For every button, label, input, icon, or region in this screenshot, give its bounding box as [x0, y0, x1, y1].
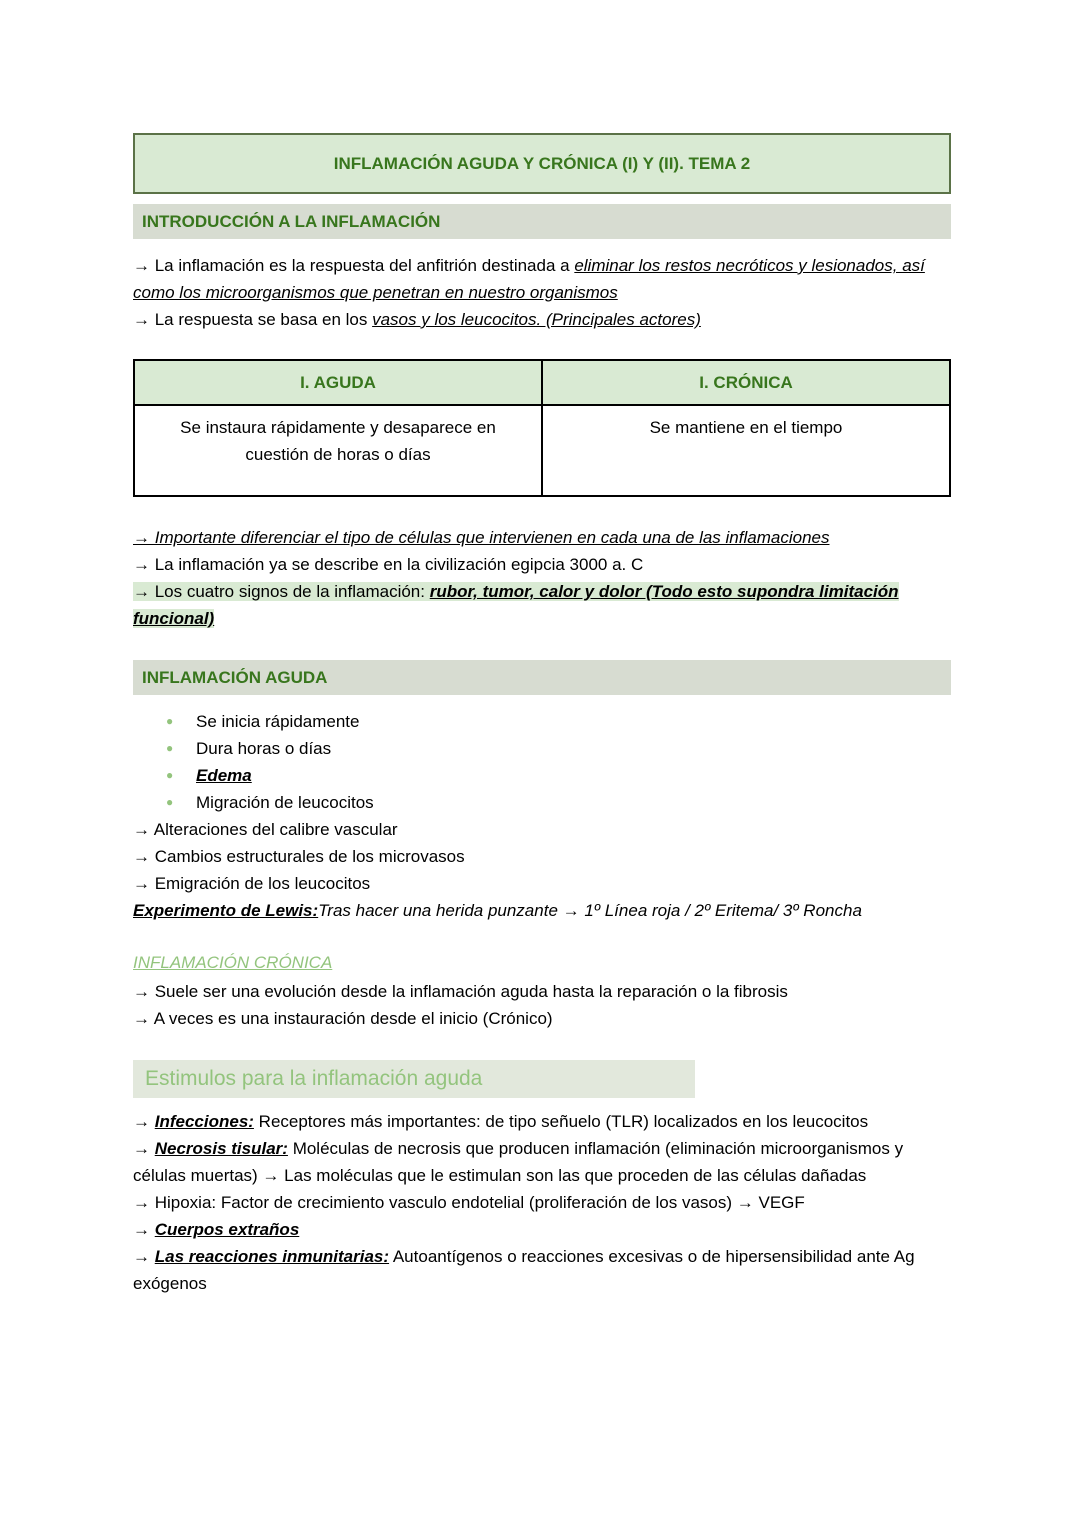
infecciones-label: Infecciones:	[154, 1112, 254, 1131]
diff-line-egipcia: → La inflamación ya se describe en la civilización egipcia 3000 a. C	[133, 555, 644, 574]
cronica-line-2: → A veces es una instauración desde el inicio (Crónico)	[133, 1009, 553, 1028]
heading-inflamacion-cronica: INFLAMACIÓN CRÓNICA	[133, 953, 333, 972]
arrow-glyph: →	[133, 1247, 155, 1266]
diff-line-importante: → Importante diferenciar el tipo de células que intervienen en cada una de las inflamaciones	[133, 528, 830, 547]
arrow-glyph: →	[133, 1139, 155, 1158]
differences-block	[133, 524, 951, 632]
intro-line-1	[133, 252, 951, 306]
lewis-line	[133, 897, 951, 924]
intro-line-2-emphasis: vasos y los leucocitos. (Principales actores)	[372, 310, 701, 329]
estimulo-reacciones	[133, 1243, 951, 1297]
lewis-label: Experimento de Lewis:	[133, 901, 319, 920]
arrow-glyph: →	[133, 1112, 155, 1131]
list-item	[133, 762, 951, 789]
arrow-line-alteraciones: → Alteraciones del calibre vascular	[133, 820, 398, 839]
list-item	[133, 708, 951, 735]
cuatro-signos-plain: → Los cuatro signos de la inflamación:	[133, 582, 430, 601]
reacciones-label: Las reacciones inmunitarias:	[154, 1247, 390, 1266]
bullet-text: Dura horas o días	[196, 739, 332, 758]
intro-line-1-emphasis: eliminar los restos necróticos y lesionados, así como los microorganismos que penetran en nuestro organismos	[133, 256, 925, 302]
table-header-aguda: I. AGUDA	[134, 360, 542, 405]
table-header-cronica: I. CRÓNICA	[542, 360, 950, 405]
cuerpos-label: Cuerpos extraños	[154, 1220, 300, 1239]
list-item	[133, 789, 951, 816]
notes-page	[133, 133, 951, 1297]
infecciones-text: Receptores más importantes: de tipo señuelo (TLR) localizados en los leucocitos	[253, 1112, 869, 1131]
cronica-line-1: → Suele ser una evolución desde la inflamación aguda hasta la reparación o la fibrosis	[133, 982, 788, 1001]
table-row	[134, 405, 950, 496]
highlighted-text	[133, 582, 899, 628]
bullet-text: Migración de leucocitos	[196, 793, 374, 812]
table-cell-cronica: Se mantiene en el tiempo	[542, 405, 950, 496]
bullet-text: Se inicia rápidamente	[196, 712, 360, 731]
estimulo-cuerpos	[133, 1216, 951, 1243]
section-heading-introduccion: INTRODUCCIÓN A LA INFLAMACIÓN	[133, 204, 951, 239]
arrow-line-emigracion: → Emigración de los leucocitos	[133, 874, 371, 893]
aguda-cronica-table	[133, 359, 951, 497]
list-item	[133, 735, 951, 762]
necrosis-text: Moléculas de necrosis que producen inflamación (eliminación microorganismos y células muertas) → Las moléculas que le estimulan son las que proceden de las células dañadas	[133, 1139, 904, 1185]
bullet-text-edema: Edema	[196, 766, 252, 785]
estimulo-hipoxia: → Hipoxia: Factor de crecimiento vasculo endotelial (proliferación de los vasos) → VEGF	[133, 1193, 805, 1212]
aguda-bullet-list	[133, 708, 951, 816]
estimulo-necrosis	[133, 1135, 951, 1189]
page-title: INFLAMACIÓN AGUDA Y CRÓNICA (I) Y (II). TEMA 2	[133, 133, 951, 194]
lewis-text: Tras hacer una herida punzante → 1º Línea roja / 2º Eritema/ 3º Roncha	[318, 901, 862, 920]
estimulo-infecciones	[133, 1108, 951, 1135]
arrow-line-cambios: → Cambios estructurales de los microvasos	[133, 847, 465, 866]
estimulos-block	[133, 1108, 951, 1297]
heading-estimulos: Estimulos para la inflamación aguda	[133, 1060, 695, 1098]
cuatro-signos-bold: rubor, tumor, calor y dolor (Todo esto supondra limitación funcional)	[133, 582, 899, 628]
arrow-glyph: →	[133, 1220, 155, 1239]
intro-line-1-plain: → La inflamación es la respuesta del anfitrión destinada a	[133, 256, 575, 275]
reacciones-text: Autoantígenos o reacciones excesivas o de hipersensibilidad ante Ag exógenos	[133, 1247, 915, 1293]
intro-line-2-plain: → La respuesta se basa en los	[133, 310, 373, 329]
table-cell-aguda: Se instaura rápidamente y desaparece en cuestión de horas o días	[134, 405, 542, 496]
diff-line-cuatro-signos	[133, 578, 951, 632]
section-heading-inflamacion-aguda: INFLAMACIÓN AGUDA	[133, 660, 951, 695]
intro-line-2	[133, 306, 951, 333]
cronica-lines	[133, 978, 951, 1032]
table-header-row	[134, 360, 950, 405]
aguda-arrow-lines	[133, 816, 951, 924]
intro-paragraphs	[133, 252, 951, 333]
necrosis-label: Necrosis tisular:	[154, 1139, 288, 1158]
